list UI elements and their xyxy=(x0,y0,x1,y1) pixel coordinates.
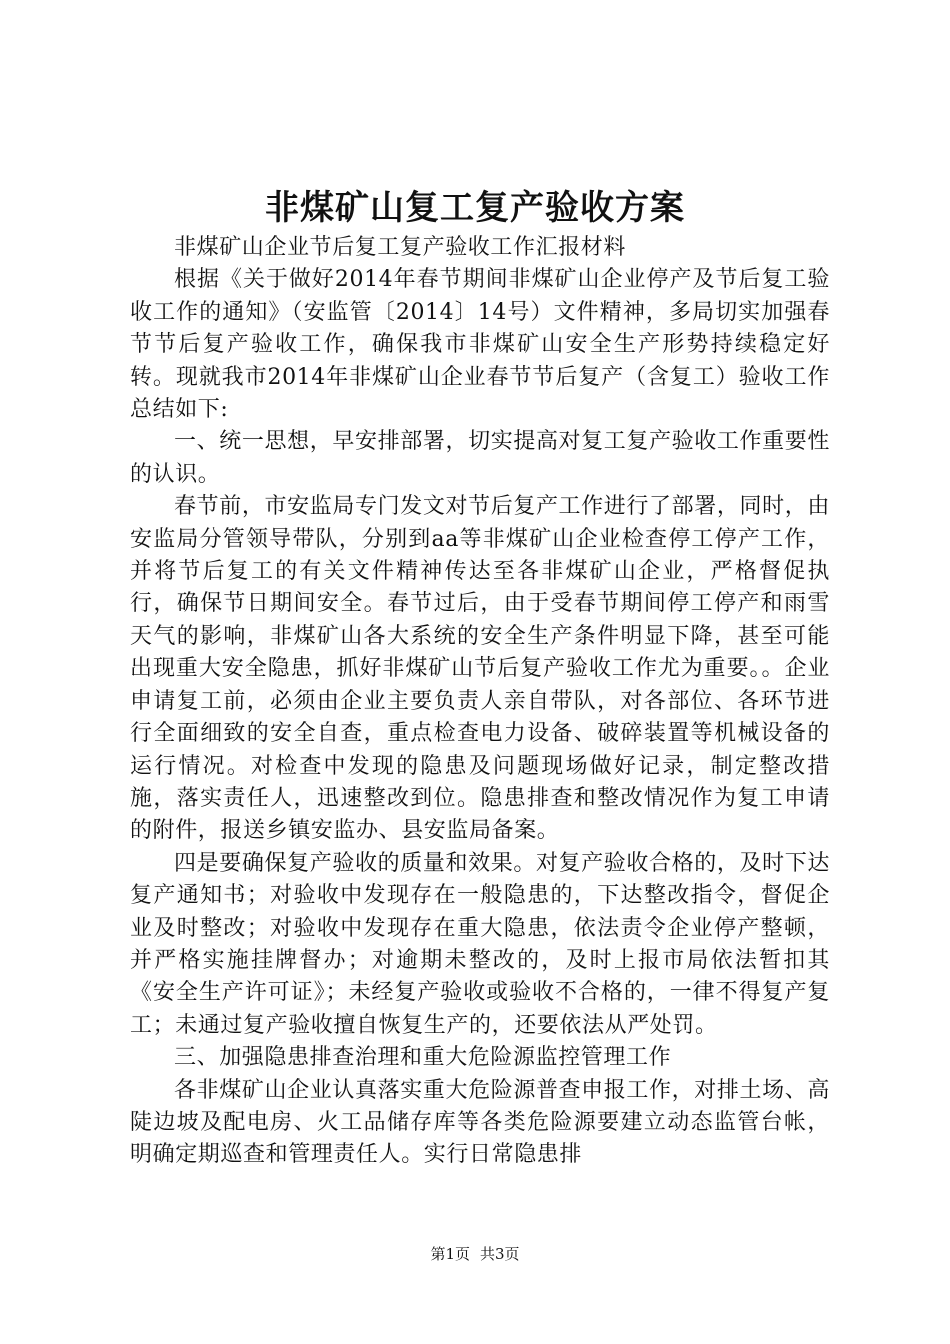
document-body xyxy=(130,232,830,1172)
page-total: 共3页 xyxy=(480,1245,520,1263)
report-subtitle: 非煤矿山企业节后复工复产验收工作汇报材料 xyxy=(174,235,627,260)
paragraph-quality: 四是要确保复产验收的质量和效果。对复产验收合格的，及时下达复产通知书；对验收中发现存在一般隐患的，下达整改指令，督促企业及时整改；对验收中发现存在重大隐患，依法责令企业停产整顿，并严格实施挂牌督办；对逾期未整改的，及时上报市局依法暂扣其《安全生产许可证》；未经复产验收或验收不合格的，一律不得复产复工；未通过复产验收擅自恢复生产的，还要依法从严处罚。 xyxy=(130,850,830,1038)
paragraph-spring-festival: 春节前，市安监局专门发文对节后复产工作进行了部署，同时，由安监局分管领导带队，分别到aa等非煤矿山企业检查停工停产工作，并将节后复工的有关文件精神传达至各非煤矿山企业，严格督促执行，确保节日期间安全。春节过后，由于受春节期间停工停产和雨雪天气的影响，非煤矿山各大系统的安全生产条件明显下降，甚至可能出现重大安全隐患，抓好非煤矿山节后复产验收工作尤为重要。。企业申请复工前，必须由企业主要负责人亲自带队，对各部位、各环节进行全面细致的安全自查，重点检查电力设备、破碎装置等机械设备的运行情况。对检查中发现的隐患及问题现场做好记录，制定整改措施，落实责任人，迅速整改到位。隐患排查和整改情况作为复工申请的附件，报送乡镇安监办、县安监局备案。 xyxy=(130,494,830,844)
page-footer xyxy=(0,1242,950,1266)
paragraph-hazard: 各非煤矿山企业认真落实重大危险源普查申报工作，对排土场、高陡边坡及配电房、火工品储存库等各类危险源要建立动态监管台帐，明确定期巡查和管理责任人。实行日常隐患排 xyxy=(130,1077,830,1168)
section-heading-3: 三、加强隐患排查治理和重大危险源监控管理工作 xyxy=(174,1045,672,1071)
document-title: 非煤矿山复工复产验收方案 xyxy=(265,188,685,228)
paragraph-intro: 根据《关于做好2014年春节期间非煤矿山企业停产及节后复工验收工作的通知》（安监管〔2014〕14号）文件精神，多局切实加强春节节后复产验收工作，确保我市非煤矿山安全生产形势持续稳定好转。现就我市2014年非煤矿山企业春节节后复产（含复工）验收工作总结如下: xyxy=(130,267,830,423)
section-heading-1: 一、统一思想，早安排部署，切实提高对复工复产验收工作重要性的认识。 xyxy=(130,429,830,487)
page-number: 第1页 xyxy=(430,1245,470,1263)
